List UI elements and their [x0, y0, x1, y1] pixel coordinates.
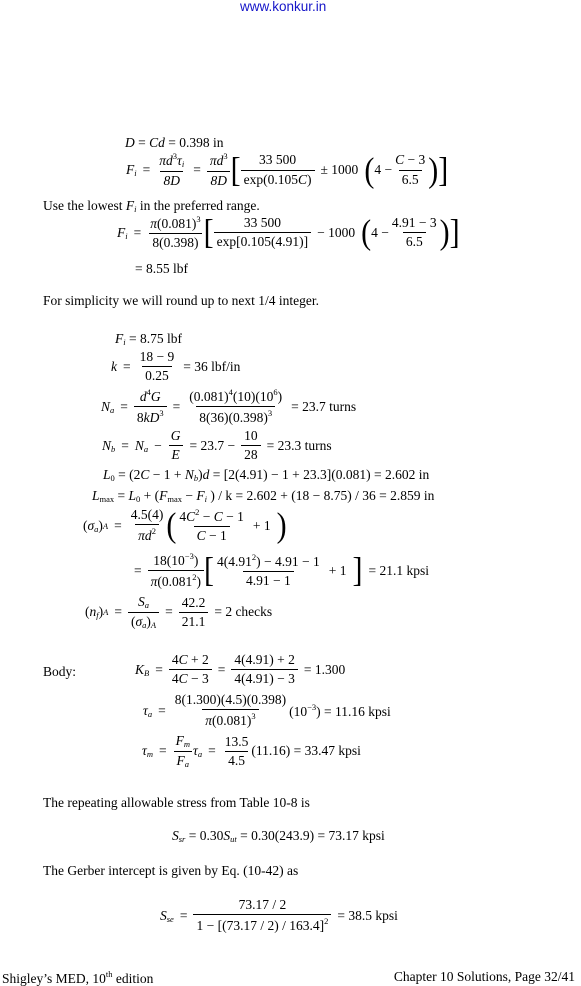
fi-result: = 8.55 lbf [135, 261, 188, 276]
site-header[interactable]: www.konkur.in [240, 0, 327, 14]
footer-left: Shigley’s MED, 10th edition [2, 969, 154, 986]
gerber-text: The Gerber intercept is given by Eq. (10-42) as [43, 863, 299, 878]
kb-result: = 1.300 [303, 661, 346, 677]
ssr-equation: $S_{sr} = 0.30S_{ut} = 0.30(243.9) = 73.17$ kpsi [172, 828, 385, 844]
l0-equation: $L_0 = (2C - 1 + N_b)d = [2(4.91) - 1 + 23.3](0.081) = 2.602$ in [103, 467, 430, 483]
footer-right: Chapter 10 Solutions, Page 32/41 [393, 969, 575, 984]
nf-result: = 2 checks [214, 604, 273, 620]
fi-general-equation: $F_i$ = $\frac{\pi d^3\tau_i}{8D}$ = $\frac{\pi d^3}{8D}$ [ $\frac{33 500}{\exp(0.105C)}$ ± 1000 ( 4 − $\frac{C - 3}{6.5}$ ) ] [126, 151, 449, 190]
k-denominator: 0.25 [142, 366, 172, 383]
fi-value: $F_i = 8.75$ lbf [115, 331, 182, 347]
sigma-a-result: = 21.1 kpsi [368, 562, 429, 578]
simplicity-text: For simplicity we will round up to next 1/4 integer. [43, 293, 319, 308]
kb-equation: $K_B$ = $\frac{4C + 2}{4C - 3}$ = $\frac{4(4.91) + 2}{4(4.91) - 3}$ = 1.300 [135, 652, 346, 687]
d-equation: D = Cd = 0.398 in [125, 135, 224, 150]
sigma-a-expression: ( $\sigma_a$ ) A = $\frac{4.5(4)}{\pi d^2}$ ( $\frac{4C^2 - C - 1}{C - 1}$ + 1 ) [83, 506, 287, 545]
tau-m-result: (11.16) = 33.47 kpsi [251, 743, 361, 759]
k-numerator: 18 − 9 [139, 349, 175, 364]
sse-equation: $S_{se}$ = $\frac{73.17 / 2}{1 - [(73.17 / 2) / 163.4]^2}$ = 38.5 kpsi [160, 897, 398, 934]
na-equation: $N_a$ = $\frac{d^4G}{8kD^3}$ = $\frac{(0.081)^4(10)(10^6)}{8(36)(0.398)^3}$ = 23.7 turns [101, 387, 357, 426]
k-result: = 36 lbf/in [183, 358, 241, 374]
sse-result: = 38.5 kpsi [337, 907, 398, 923]
na-result: = 23.7 turns [291, 398, 357, 414]
fi-numeric-equation: $F_i$ = $\frac{\pi(0.081)^3}{8(0.398)}$ [ $\frac{33 500}{\exp[0.105(4.91)]}$ − 1000 ( 4 − $\frac{4.91 - 3}{6.5}$ ) ] [117, 213, 460, 252]
tau-m-equation: $\tau_m$ = $\frac{F_m}{F_a}$ $\tau_a$ = $\frac{13.5}{4.5}$ (11.16) = 33.47 kpsi [142, 733, 361, 769]
tau-a-equation: $\tau_a$ = $\frac{8(1.300)(4.5)(0.398)}{\pi(0.081)^3}$ $(10^{-3}) = 11.16$ kpsi [143, 692, 391, 729]
nb-result: = 23.3 turns [266, 437, 332, 453]
nb-equation: $N_b$ = $N_a$ − $\frac{G}{E}$ = 23.7 − $\frac{10}{28}$ = 23.3 turns [102, 428, 332, 463]
nf-equation: ( $n_f$ ) A = $\frac{S_a}{(\sigma_a)_A}$ = $\frac{42.2}{21.1}$ = 2 checks [85, 594, 273, 630]
lowest-text: Use the lowest $F_i$ in the preferred range. [43, 198, 260, 214]
body-label: Body: [43, 664, 77, 679]
fi-coefficient: ± 1000 [320, 162, 359, 178]
sse-numerator: 73.17 / 2 [238, 897, 287, 912]
sigma-a-numeric: = $\frac{18(10^{-3})}{\pi(0.081^2)}$ [ $\frac{4(4.91^2) - 4.91 - 1}{4.91 - 1}$ + 1 ] = 21.1 kpsi [134, 551, 429, 590]
k-equation: k = $\frac{18 - 9}{0.25}$ = 36 lbf/in [111, 349, 241, 384]
lmax-equation: $L_{max} = L_0 + (F_{max} - F_i$ ) / k = 2.602 + (18 − 8.75) / 36 = 2.859 in [92, 488, 435, 504]
repeating-text: The repeating allowable stress from Table 10-8 is [43, 795, 310, 810]
